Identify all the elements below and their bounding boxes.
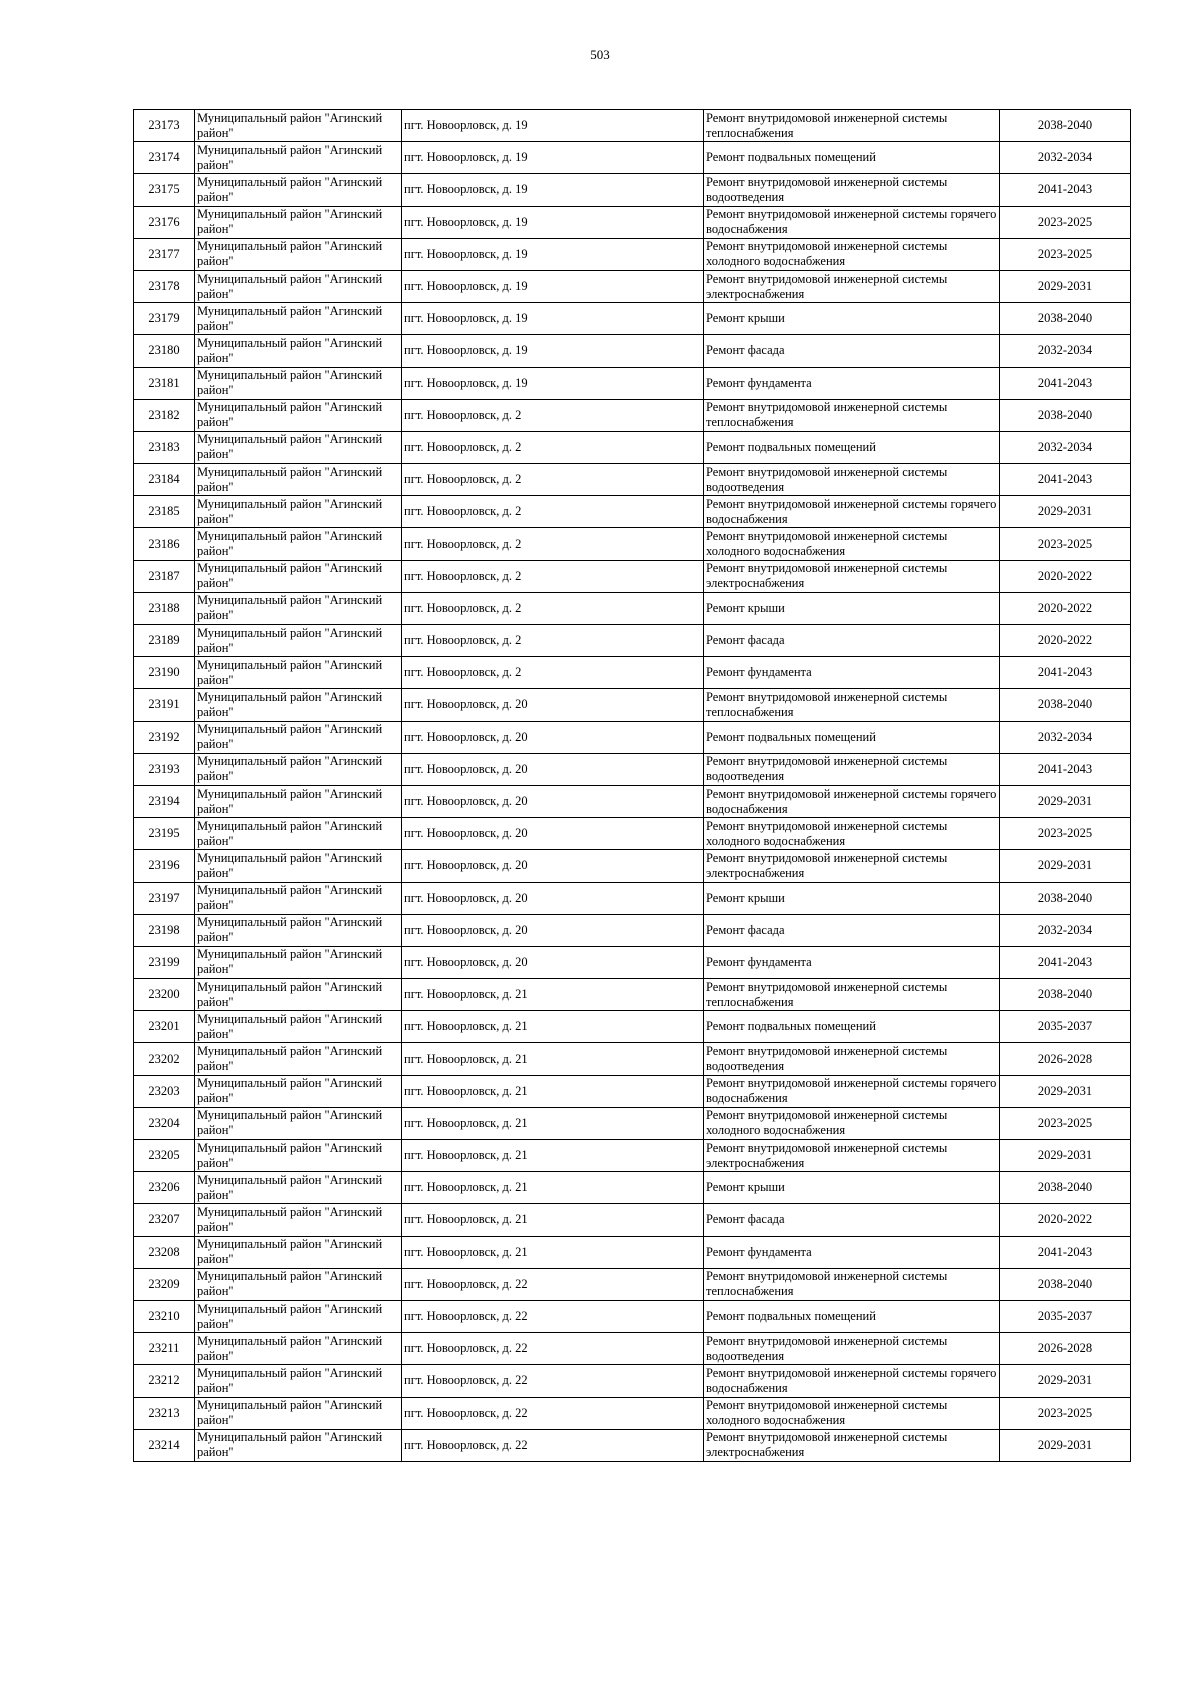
work-type-cell: Ремонт внутридомовой инженерной системы теплоснабжения (704, 110, 1000, 142)
period-cell: 2029-2031 (1000, 850, 1131, 882)
row-number-cell: 23199 (134, 946, 195, 978)
district-cell: Муниципальный район "Агинский район" (195, 335, 402, 367)
work-type-cell: Ремонт внутридомовой инженерной системы электроснабжения (704, 1140, 1000, 1172)
period-cell: 2032-2034 (1000, 431, 1131, 463)
address-cell: пгт. Новоорловск, д. 19 (402, 335, 704, 367)
address-cell: пгт. Новоорловск, д. 21 (402, 1236, 704, 1268)
work-type-cell: Ремонт фундамента (704, 657, 1000, 689)
table-row (134, 818, 1131, 850)
work-type-cell: Ремонт внутридомовой инженерной системы холодного водоснабжения (704, 1397, 1000, 1429)
period-cell: 2041-2043 (1000, 753, 1131, 785)
address-cell: пгт. Новоорловск, д. 2 (402, 528, 704, 560)
work-type-cell: Ремонт крыши (704, 1172, 1000, 1204)
district-cell: Муниципальный район "Агинский район" (195, 721, 402, 753)
address-cell: пгт. Новоорловск, д. 19 (402, 142, 704, 174)
period-cell: 2023-2025 (1000, 1397, 1131, 1429)
work-type-cell: Ремонт крыши (704, 303, 1000, 335)
district-cell: Муниципальный район "Агинский район" (195, 464, 402, 496)
row-number-cell: 23183 (134, 431, 195, 463)
table-row (134, 1172, 1131, 1204)
period-cell: 2038-2040 (1000, 110, 1131, 142)
table-row (134, 1333, 1131, 1365)
address-cell: пгт. Новоорловск, д. 20 (402, 946, 704, 978)
address-cell: пгт. Новоорловск, д. 20 (402, 882, 704, 914)
address-cell: пгт. Новоорловск, д. 19 (402, 110, 704, 142)
period-cell: 2029-2031 (1000, 1429, 1131, 1461)
table-row (134, 1268, 1131, 1300)
period-cell: 2038-2040 (1000, 399, 1131, 431)
work-type-cell: Ремонт внутридомовой инженерной системы горячего водоснабжения (704, 1075, 1000, 1107)
table-row (134, 1011, 1131, 1043)
district-cell: Муниципальный район "Агинский район" (195, 1075, 402, 1107)
district-cell: Муниципальный район "Агинский район" (195, 979, 402, 1011)
work-type-cell: Ремонт внутридомовой инженерной системы холодного водоснабжения (704, 528, 1000, 560)
district-cell: Муниципальный район "Агинский район" (195, 914, 402, 946)
work-type-cell: Ремонт фасада (704, 625, 1000, 657)
work-type-cell: Ремонт внутридомовой инженерной системы электроснабжения (704, 850, 1000, 882)
district-cell: Муниципальный район "Агинский район" (195, 431, 402, 463)
address-cell: пгт. Новоорловск, д. 20 (402, 689, 704, 721)
work-type-cell: Ремонт внутридомовой инженерной системы водоотведения (704, 174, 1000, 206)
work-type-cell: Ремонт внутридомовой инженерной системы теплоснабжения (704, 979, 1000, 1011)
repair-schedule-table (133, 109, 1131, 1462)
table-row (134, 914, 1131, 946)
address-cell: пгт. Новоорловск, д. 2 (402, 592, 704, 624)
table-row (134, 882, 1131, 914)
period-cell: 2026-2028 (1000, 1333, 1131, 1365)
table-row (134, 1043, 1131, 1075)
address-cell: пгт. Новоорловск, д. 2 (402, 496, 704, 528)
district-cell: Муниципальный район "Агинский район" (195, 1172, 402, 1204)
table-row (134, 142, 1131, 174)
period-cell: 2023-2025 (1000, 206, 1131, 238)
district-cell: Муниципальный район "Агинский район" (195, 560, 402, 592)
period-cell: 2041-2043 (1000, 174, 1131, 206)
table-row (134, 1204, 1131, 1236)
address-cell: пгт. Новоорловск, д. 20 (402, 914, 704, 946)
address-cell: пгт. Новоорловск, д. 20 (402, 753, 704, 785)
address-cell: пгт. Новоорловск, д. 2 (402, 399, 704, 431)
row-number-cell: 23193 (134, 753, 195, 785)
table-row (134, 399, 1131, 431)
row-number-cell: 23181 (134, 367, 195, 399)
work-type-cell: Ремонт внутридомовой инженерной системы горячего водоснабжения (704, 496, 1000, 528)
district-cell: Муниципальный район "Агинский район" (195, 1043, 402, 1075)
district-cell: Муниципальный район "Агинский район" (195, 946, 402, 978)
period-cell: 2029-2031 (1000, 1075, 1131, 1107)
period-cell: 2041-2043 (1000, 1236, 1131, 1268)
address-cell: пгт. Новоорловск, д. 22 (402, 1397, 704, 1429)
table-row (134, 689, 1131, 721)
row-number-cell: 23184 (134, 464, 195, 496)
row-number-cell: 23200 (134, 979, 195, 1011)
period-cell: 2041-2043 (1000, 946, 1131, 978)
address-cell: пгт. Новоорловск, д. 2 (402, 560, 704, 592)
address-cell: пгт. Новоорловск, д. 22 (402, 1333, 704, 1365)
work-type-cell: Ремонт подвальных помещений (704, 431, 1000, 463)
work-type-cell: Ремонт внутридомовой инженерной системы электроснабжения (704, 270, 1000, 302)
period-cell: 2032-2034 (1000, 914, 1131, 946)
district-cell: Муниципальный район "Агинский район" (195, 818, 402, 850)
district-cell: Муниципальный район "Агинский район" (195, 1011, 402, 1043)
row-number-cell: 23210 (134, 1300, 195, 1332)
row-number-cell: 23202 (134, 1043, 195, 1075)
district-cell: Муниципальный район "Агинский район" (195, 850, 402, 882)
district-cell: Муниципальный район "Агинский район" (195, 142, 402, 174)
address-cell: пгт. Новоорловск, д. 20 (402, 850, 704, 882)
district-cell: Муниципальный район "Агинский район" (195, 367, 402, 399)
address-cell: пгт. Новоорловск, д. 2 (402, 625, 704, 657)
row-number-cell: 23204 (134, 1107, 195, 1139)
district-cell: Муниципальный район "Агинский район" (195, 399, 402, 431)
district-cell: Муниципальный район "Агинский район" (195, 238, 402, 270)
work-type-cell: Ремонт фундамента (704, 946, 1000, 978)
address-cell: пгт. Новоорловск, д. 21 (402, 1204, 704, 1236)
row-number-cell: 23209 (134, 1268, 195, 1300)
address-cell: пгт. Новоорловск, д. 19 (402, 270, 704, 302)
table-row (134, 238, 1131, 270)
table-row (134, 721, 1131, 753)
row-number-cell: 23207 (134, 1204, 195, 1236)
row-number-cell: 23173 (134, 110, 195, 142)
district-cell: Муниципальный район "Агинский район" (195, 785, 402, 817)
work-type-cell: Ремонт внутридомовой инженерной системы электроснабжения (704, 1429, 1000, 1461)
period-cell: 2020-2022 (1000, 560, 1131, 592)
period-cell: 2038-2040 (1000, 303, 1131, 335)
table-row (134, 560, 1131, 592)
address-cell: пгт. Новоорловск, д. 21 (402, 1043, 704, 1075)
period-cell: 2020-2022 (1000, 1204, 1131, 1236)
row-number-cell: 23212 (134, 1365, 195, 1397)
table-row (134, 850, 1131, 882)
table-row (134, 174, 1131, 206)
address-cell: пгт. Новоорловск, д. 19 (402, 367, 704, 399)
period-cell: 2026-2028 (1000, 1043, 1131, 1075)
address-cell: пгт. Новоорловск, д. 20 (402, 721, 704, 753)
district-cell: Муниципальный район "Агинский район" (195, 753, 402, 785)
table-row (134, 1365, 1131, 1397)
table-body (134, 110, 1131, 1462)
address-cell: пгт. Новоорловск, д. 22 (402, 1300, 704, 1332)
table-row (134, 335, 1131, 367)
district-cell: Муниципальный район "Агинский район" (195, 657, 402, 689)
period-cell: 2041-2043 (1000, 657, 1131, 689)
row-number-cell: 23205 (134, 1140, 195, 1172)
district-cell: Муниципальный район "Агинский район" (195, 206, 402, 238)
address-cell: пгт. Новоорловск, д. 19 (402, 238, 704, 270)
address-cell: пгт. Новоорловск, д. 21 (402, 979, 704, 1011)
row-number-cell: 23195 (134, 818, 195, 850)
district-cell: Муниципальный район "Агинский район" (195, 1429, 402, 1461)
table-row (134, 367, 1131, 399)
district-cell: Муниципальный район "Агинский район" (195, 270, 402, 302)
period-cell: 2035-2037 (1000, 1300, 1131, 1332)
district-cell: Муниципальный район "Агинский район" (195, 303, 402, 335)
row-number-cell: 23180 (134, 335, 195, 367)
district-cell: Муниципальный район "Агинский район" (195, 1300, 402, 1332)
row-number-cell: 23206 (134, 1172, 195, 1204)
table-row (134, 657, 1131, 689)
district-cell: Муниципальный район "Агинский район" (195, 528, 402, 560)
row-number-cell: 23179 (134, 303, 195, 335)
period-cell: 2038-2040 (1000, 689, 1131, 721)
work-type-cell: Ремонт фасада (704, 335, 1000, 367)
district-cell: Муниципальный район "Агинский район" (195, 882, 402, 914)
district-cell: Муниципальный район "Агинский район" (195, 174, 402, 206)
district-cell: Муниципальный район "Агинский район" (195, 496, 402, 528)
period-cell: 2023-2025 (1000, 1107, 1131, 1139)
table-row (134, 270, 1131, 302)
row-number-cell: 23177 (134, 238, 195, 270)
work-type-cell: Ремонт фасада (704, 1204, 1000, 1236)
district-cell: Муниципальный район "Агинский район" (195, 625, 402, 657)
work-type-cell: Ремонт крыши (704, 882, 1000, 914)
row-number-cell: 23189 (134, 625, 195, 657)
row-number-cell: 23192 (134, 721, 195, 753)
work-type-cell: Ремонт внутридомовой инженерной системы горячего водоснабжения (704, 1365, 1000, 1397)
period-cell: 2032-2034 (1000, 335, 1131, 367)
address-cell: пгт. Новоорловск, д. 20 (402, 785, 704, 817)
table-row (134, 431, 1131, 463)
row-number-cell: 23188 (134, 592, 195, 624)
row-number-cell: 23185 (134, 496, 195, 528)
address-cell: пгт. Новоорловск, д. 21 (402, 1011, 704, 1043)
district-cell: Муниципальный район "Агинский район" (195, 1365, 402, 1397)
period-cell: 2032-2034 (1000, 142, 1131, 174)
row-number-cell: 23197 (134, 882, 195, 914)
district-cell: Муниципальный район "Агинский район" (195, 1236, 402, 1268)
district-cell: Муниципальный район "Агинский район" (195, 689, 402, 721)
work-type-cell: Ремонт внутридомовой инженерной системы водоотведения (704, 1043, 1000, 1075)
row-number-cell: 23182 (134, 399, 195, 431)
work-type-cell: Ремонт подвальных помещений (704, 1011, 1000, 1043)
period-cell: 2032-2034 (1000, 721, 1131, 753)
row-number-cell: 23203 (134, 1075, 195, 1107)
row-number-cell: 23198 (134, 914, 195, 946)
address-cell: пгт. Новоорловск, д. 20 (402, 818, 704, 850)
work-type-cell: Ремонт фасада (704, 914, 1000, 946)
period-cell: 2029-2031 (1000, 1365, 1131, 1397)
work-type-cell: Ремонт крыши (704, 592, 1000, 624)
work-type-cell: Ремонт внутридомовой инженерной системы холодного водоснабжения (704, 818, 1000, 850)
address-cell: пгт. Новоорловск, д. 19 (402, 206, 704, 238)
district-cell: Муниципальный район "Агинский район" (195, 1140, 402, 1172)
address-cell: пгт. Новоорловск, д. 21 (402, 1075, 704, 1107)
table-row (134, 625, 1131, 657)
row-number-cell: 23174 (134, 142, 195, 174)
work-type-cell: Ремонт подвальных помещений (704, 1300, 1000, 1332)
period-cell: 2038-2040 (1000, 882, 1131, 914)
address-cell: пгт. Новоорловск, д. 22 (402, 1365, 704, 1397)
period-cell: 2038-2040 (1000, 979, 1131, 1011)
row-number-cell: 23201 (134, 1011, 195, 1043)
row-number-cell: 23175 (134, 174, 195, 206)
address-cell: пгт. Новоорловск, д. 22 (402, 1429, 704, 1461)
address-cell: пгт. Новоорловск, д. 21 (402, 1140, 704, 1172)
table-row (134, 496, 1131, 528)
period-cell: 2041-2043 (1000, 367, 1131, 399)
row-number-cell: 23213 (134, 1397, 195, 1429)
work-type-cell: Ремонт внутридомовой инженерной системы электроснабжения (704, 560, 1000, 592)
period-cell: 2020-2022 (1000, 625, 1131, 657)
district-cell: Муниципальный район "Агинский район" (195, 1204, 402, 1236)
address-cell: пгт. Новоорловск, д. 2 (402, 657, 704, 689)
district-cell: Муниципальный район "Агинский район" (195, 110, 402, 142)
table-row (134, 110, 1131, 142)
table-row (134, 785, 1131, 817)
work-type-cell: Ремонт внутридомовой инженерной системы теплоснабжения (704, 1268, 1000, 1300)
row-number-cell: 23187 (134, 560, 195, 592)
district-cell: Муниципальный район "Агинский район" (195, 1333, 402, 1365)
table-row (134, 946, 1131, 978)
work-type-cell: Ремонт фундамента (704, 1236, 1000, 1268)
address-cell: пгт. Новоорловск, д. 21 (402, 1107, 704, 1139)
table-row (134, 592, 1131, 624)
row-number-cell: 23176 (134, 206, 195, 238)
work-type-cell: Ремонт внутридомовой инженерной системы горячего водоснабжения (704, 206, 1000, 238)
table-row (134, 979, 1131, 1011)
period-cell: 2029-2031 (1000, 785, 1131, 817)
period-cell: 2023-2025 (1000, 238, 1131, 270)
period-cell: 2029-2031 (1000, 496, 1131, 528)
work-type-cell: Ремонт подвальных помещений (704, 142, 1000, 174)
period-cell: 2038-2040 (1000, 1268, 1131, 1300)
address-cell: пгт. Новоорловск, д. 2 (402, 464, 704, 496)
period-cell: 2023-2025 (1000, 528, 1131, 560)
period-cell: 2038-2040 (1000, 1172, 1131, 1204)
row-number-cell: 23190 (134, 657, 195, 689)
table-row (134, 303, 1131, 335)
row-number-cell: 23208 (134, 1236, 195, 1268)
table-row (134, 206, 1131, 238)
period-cell: 2029-2031 (1000, 1140, 1131, 1172)
table-row (134, 1075, 1131, 1107)
work-type-cell: Ремонт подвальных помещений (704, 721, 1000, 753)
address-cell: пгт. Новоорловск, д. 22 (402, 1268, 704, 1300)
district-cell: Муниципальный район "Агинский район" (195, 592, 402, 624)
work-type-cell: Ремонт внутридомовой инженерной системы горячего водоснабжения (704, 785, 1000, 817)
work-type-cell: Ремонт внутридомовой инженерной системы теплоснабжения (704, 689, 1000, 721)
work-type-cell: Ремонт фундамента (704, 367, 1000, 399)
period-cell: 2029-2031 (1000, 270, 1131, 302)
work-type-cell: Ремонт внутридомовой инженерной системы водоотведения (704, 753, 1000, 785)
address-cell: пгт. Новоорловск, д. 19 (402, 303, 704, 335)
period-cell: 2023-2025 (1000, 818, 1131, 850)
table-row (134, 1397, 1131, 1429)
period-cell: 2035-2037 (1000, 1011, 1131, 1043)
row-number-cell: 23178 (134, 270, 195, 302)
period-cell: 2020-2022 (1000, 592, 1131, 624)
table-row (134, 1236, 1131, 1268)
work-type-cell: Ремонт внутридомовой инженерной системы водоотведения (704, 1333, 1000, 1365)
period-cell: 2041-2043 (1000, 464, 1131, 496)
table-row (134, 1107, 1131, 1139)
work-type-cell: Ремонт внутридомовой инженерной системы холодного водоснабжения (704, 238, 1000, 270)
address-cell: пгт. Новоорловск, д. 2 (402, 431, 704, 463)
address-cell: пгт. Новоорловск, д. 21 (402, 1172, 704, 1204)
work-type-cell: Ремонт внутридомовой инженерной системы водоотведения (704, 464, 1000, 496)
table-row (134, 528, 1131, 560)
district-cell: Муниципальный район "Агинский район" (195, 1268, 402, 1300)
row-number-cell: 23186 (134, 528, 195, 560)
row-number-cell: 23211 (134, 1333, 195, 1365)
table-row (134, 1300, 1131, 1332)
page-number: 503 (590, 47, 610, 62)
district-cell: Муниципальный район "Агинский район" (195, 1397, 402, 1429)
district-cell: Муниципальный район "Агинский район" (195, 1107, 402, 1139)
table-row (134, 1140, 1131, 1172)
address-cell: пгт. Новоорловск, д. 19 (402, 174, 704, 206)
row-number-cell: 23196 (134, 850, 195, 882)
work-type-cell: Ремонт внутридомовой инженерной системы теплоснабжения (704, 399, 1000, 431)
work-type-cell: Ремонт внутридомовой инженерной системы холодного водоснабжения (704, 1107, 1000, 1139)
table-row (134, 753, 1131, 785)
row-number-cell: 23214 (134, 1429, 195, 1461)
table-row (134, 1429, 1131, 1461)
row-number-cell: 23191 (134, 689, 195, 721)
table-row (134, 464, 1131, 496)
row-number-cell: 23194 (134, 785, 195, 817)
